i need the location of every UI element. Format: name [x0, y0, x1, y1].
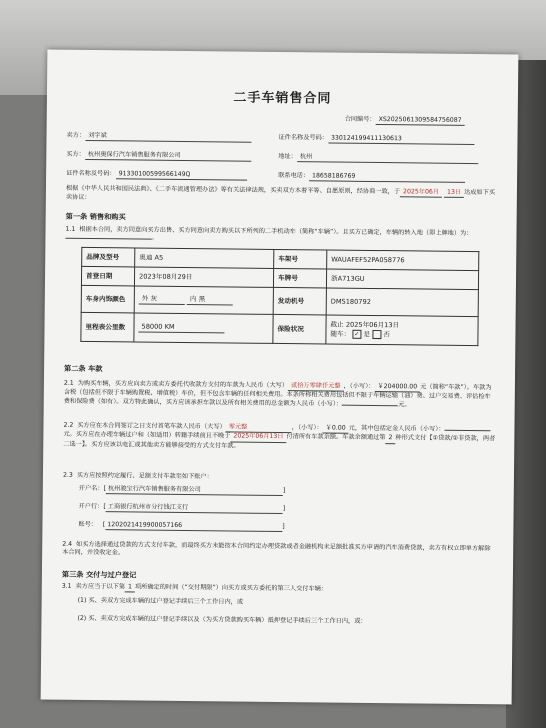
- intro-tail: 达成如下买卖协议：: [65, 188, 496, 202]
- clause-2-1: [64, 380, 496, 411]
- plate-label: 车牌号: [273, 268, 326, 288]
- insurance-expiry: 截止 2025年06月13日: [330, 320, 400, 330]
- first-payment-words: 零元整: [226, 423, 292, 433]
- vehicle-table: [80, 247, 479, 346]
- clause-2-2-text-e: 付清所有车款余额。车款余额通过第: [286, 433, 386, 442]
- insurance-value: [326, 315, 478, 346]
- delivery-option-number: 1: [125, 583, 135, 592]
- clause-2-1-text-b: ，（小写）：: [343, 382, 375, 390]
- bank-row: 开户行：[ 工商银行杭州市分行钱江支行 ]: [79, 503, 286, 515]
- seller-row: [66, 132, 251, 143]
- phone-row: [278, 172, 465, 183]
- clause-2-1-text-a: 为购买车辆，买方应向卖方或卖方委托代收款方支付的车款为人民币（大写）: [77, 379, 289, 390]
- address-value: 杭州: [297, 153, 478, 164]
- account-number-label: 账号：: [78, 520, 98, 529]
- clause-3-1: [62, 583, 494, 597]
- insurance-label: 保险状况: [273, 314, 326, 344]
- registration-value: 2023年08月29日: [134, 267, 273, 287]
- buyer-value: 杭州奥保行汽车销售服务有限公司: [85, 151, 251, 162]
- account-number-value: 1202021419900057166: [105, 521, 282, 532]
- checkbox-no-label: 否: [383, 330, 390, 339]
- clause-2-2-text-f: 种形式支付【①贷款/②非贷款，两者二选一】。买方应该以电汇或其他卖方能够接受的方式支付车款。: [63, 434, 496, 450]
- contract-number-value: XS20250613095847​56087: [376, 116, 465, 126]
- seller-label: 卖方：: [66, 131, 86, 139]
- brand-value: 奥迪 A5: [135, 248, 274, 268]
- first-payment-number: ￥0.00: [323, 424, 349, 434]
- color-exterior: 外 灰: [139, 295, 185, 305]
- vin-label: 车架号: [274, 249, 327, 269]
- engine-value: DMS180792: [326, 288, 478, 317]
- bank-label: 开户行：: [78, 502, 104, 511]
- clause-2-2-text-d: 元。买方应在办理车辆过户和（如适用）转籍手续前且不晚于: [63, 431, 231, 440]
- color-value: [134, 286, 273, 314]
- intro-date-year: 2025年06月: [400, 188, 442, 198]
- account-name-label: 开户名：: [78, 484, 104, 493]
- mileage-cell: [134, 313, 273, 343]
- address-row: [278, 153, 478, 164]
- seller-value: 刘宇斌: [85, 132, 251, 143]
- section-2-heading: 第二条 车款: [64, 363, 103, 374]
- clause-2-3: [63, 472, 213, 482]
- checkbox-no[interactable]: [372, 330, 381, 339]
- account-number-row: 账号： [ 1202021419900057166 ]: [78, 521, 284, 533]
- section-1-heading: 第一条 销售和购买: [65, 211, 126, 222]
- color-label: 车身内饰颜色: [81, 285, 134, 313]
- clause-2-2-number: 2.2: [63, 421, 74, 429]
- balance-due-date: 2025年06月13日: [230, 433, 286, 443]
- clause-2-2-text-b: ，（小写）：: [291, 424, 323, 432]
- deposit-blank: [445, 430, 491, 431]
- page-title: 二手车销售合同: [233, 90, 332, 107]
- clause-2-1-text-d: 元。: [398, 400, 411, 409]
- clause-1-1-number: 1.1: [65, 225, 76, 233]
- intro-text: 根据《中华人民共和国民法典》、《二手车流通管理办法》等有关法律法规，买卖双方本着平等、自愿原则，经协商一致，于: [65, 184, 401, 196]
- clause-3-1-text-b: 项所确定的时间（“交付期限”）向买方或买方委托的第三人交付车辆：: [134, 583, 328, 593]
- delivery-option-2: (2) 买、卖双方完成车辆的过户登记手续以及（为买方贷款购买车辆）抵押登记手续后三个工作日内，或：: [77, 614, 367, 625]
- brand-label: 品牌及型号: [82, 247, 135, 267]
- plate-value: 浙A713GU: [326, 269, 478, 290]
- seller-id-row: [278, 134, 474, 145]
- clause-2-2: [63, 422, 495, 454]
- amount-number: ￥204000.00: [374, 383, 420, 393]
- buyer-id-value: 91330100599566149Q: [116, 170, 247, 181]
- delivery-option-1: (1) 买、卖双方完成车辆的过户登记手续后三个工作日内，或: [77, 596, 244, 606]
- buyer-id-label: 证件名称及号码：: [66, 169, 116, 178]
- destination-blank: [65, 238, 151, 240]
- vin-value: WAUAFEF52PA058776: [327, 250, 479, 271]
- clause-1-1-tail: 。: [151, 235, 158, 243]
- clause-3-1-number: 3.1: [61, 582, 72, 590]
- address-label: 地址：: [278, 152, 297, 161]
- section-3-heading: 第三条 交付与过户登记: [61, 569, 137, 580]
- checkbox-yes[interactable]: ✓: [354, 330, 360, 338]
- intro-paragraph: [66, 185, 498, 207]
- insurance-included-label: 随车：: [330, 329, 351, 338]
- mileage-label: 里程表公里数: [81, 312, 134, 342]
- contract-number-label: 合同编号：: [344, 115, 376, 123]
- clause-2-2-text-a: 买方应在本合同签订之日支付首笔车款人民币（大写）: [77, 421, 226, 431]
- mileage-value: 58000 KM: [138, 323, 224, 334]
- engine-label: 发动机号: [273, 287, 326, 315]
- payment-method-number: 2: [385, 434, 395, 443]
- color-interior: 内 黑: [187, 295, 233, 305]
- clause-2-4: [62, 541, 494, 562]
- phone-label: 联系电话：: [278, 171, 310, 180]
- contract-number: [345, 116, 465, 127]
- clause-2-4-number: 2.4: [62, 540, 73, 548]
- bank-value: 工商银行杭州市分行钱江支行: [106, 503, 283, 514]
- clause-2-4-text: 如买方选择通过贷款的方式支付车款，而最终买方未能按本合同约定办理贷款或者金融机构未足额批准买方申请的汽车消费贷款，卖方有权立即单方解除本合同，并没收定金。: [62, 540, 491, 557]
- clause-2-1-number: 2.1: [63, 379, 74, 387]
- phone-value: 18658186769: [309, 172, 465, 183]
- clause-2-2-text-c: 元，其中包括定金人民币（小写）：: [348, 424, 445, 433]
- registration-label: 首登日期: [81, 266, 134, 286]
- clause-1-1-text: 根据本合同，卖方同意向买方出售、买方同意向卖方购买以下所列的二手机动车（简称“车辆”）。且买方已确定，车辆的转入地（即上牌地）为：: [79, 225, 473, 238]
- clause-2-1-text-c: 元（简称“车款”）。车款为含税（包括但不限于车辆购置税、增值税）车价，但不包含车辆的任何相关费用。本条所称相关费用包括但不限于车辆运输（油）费、过户交易费、评估检车费和保险费（如有）。双方特此确认，买方应该承担车款以及所有相关费用的总金额为人民币（小写）：: [63, 383, 492, 408]
- seller-id-value: 330124199411130613: [328, 134, 474, 145]
- contract-paper: [41, 50, 519, 705]
- buyer-label: 买方：: [66, 150, 85, 158]
- checkbox-yes-label: 是: [363, 330, 371, 339]
- seller-id-label: 证件名称及号码：: [278, 133, 329, 142]
- total-amount-blank: [342, 404, 398, 406]
- insurance-included: [330, 329, 473, 340]
- account-name-row: 开户名：[ 杭州骏宝行汽车销售服务有限公司 ]: [79, 485, 286, 497]
- clause-3-1-text-a: 卖方应当于以下第: [75, 582, 126, 591]
- clause-2-3-intro: 买方应按照约定履行、足额支付车款至如下账户：: [76, 471, 213, 481]
- clause-2-3-number: 2.3: [62, 471, 73, 479]
- clause-1-1: [65, 226, 497, 247]
- buyer-id-row: [66, 170, 247, 181]
- amount-words: 贰拾万零肆仟元整: [288, 382, 344, 392]
- intro-date-day: 13日: [444, 189, 464, 199]
- buyer-row: [66, 151, 251, 162]
- account-name-value: 杭州骏宝行汽车销售服务有限公司: [106, 485, 283, 496]
